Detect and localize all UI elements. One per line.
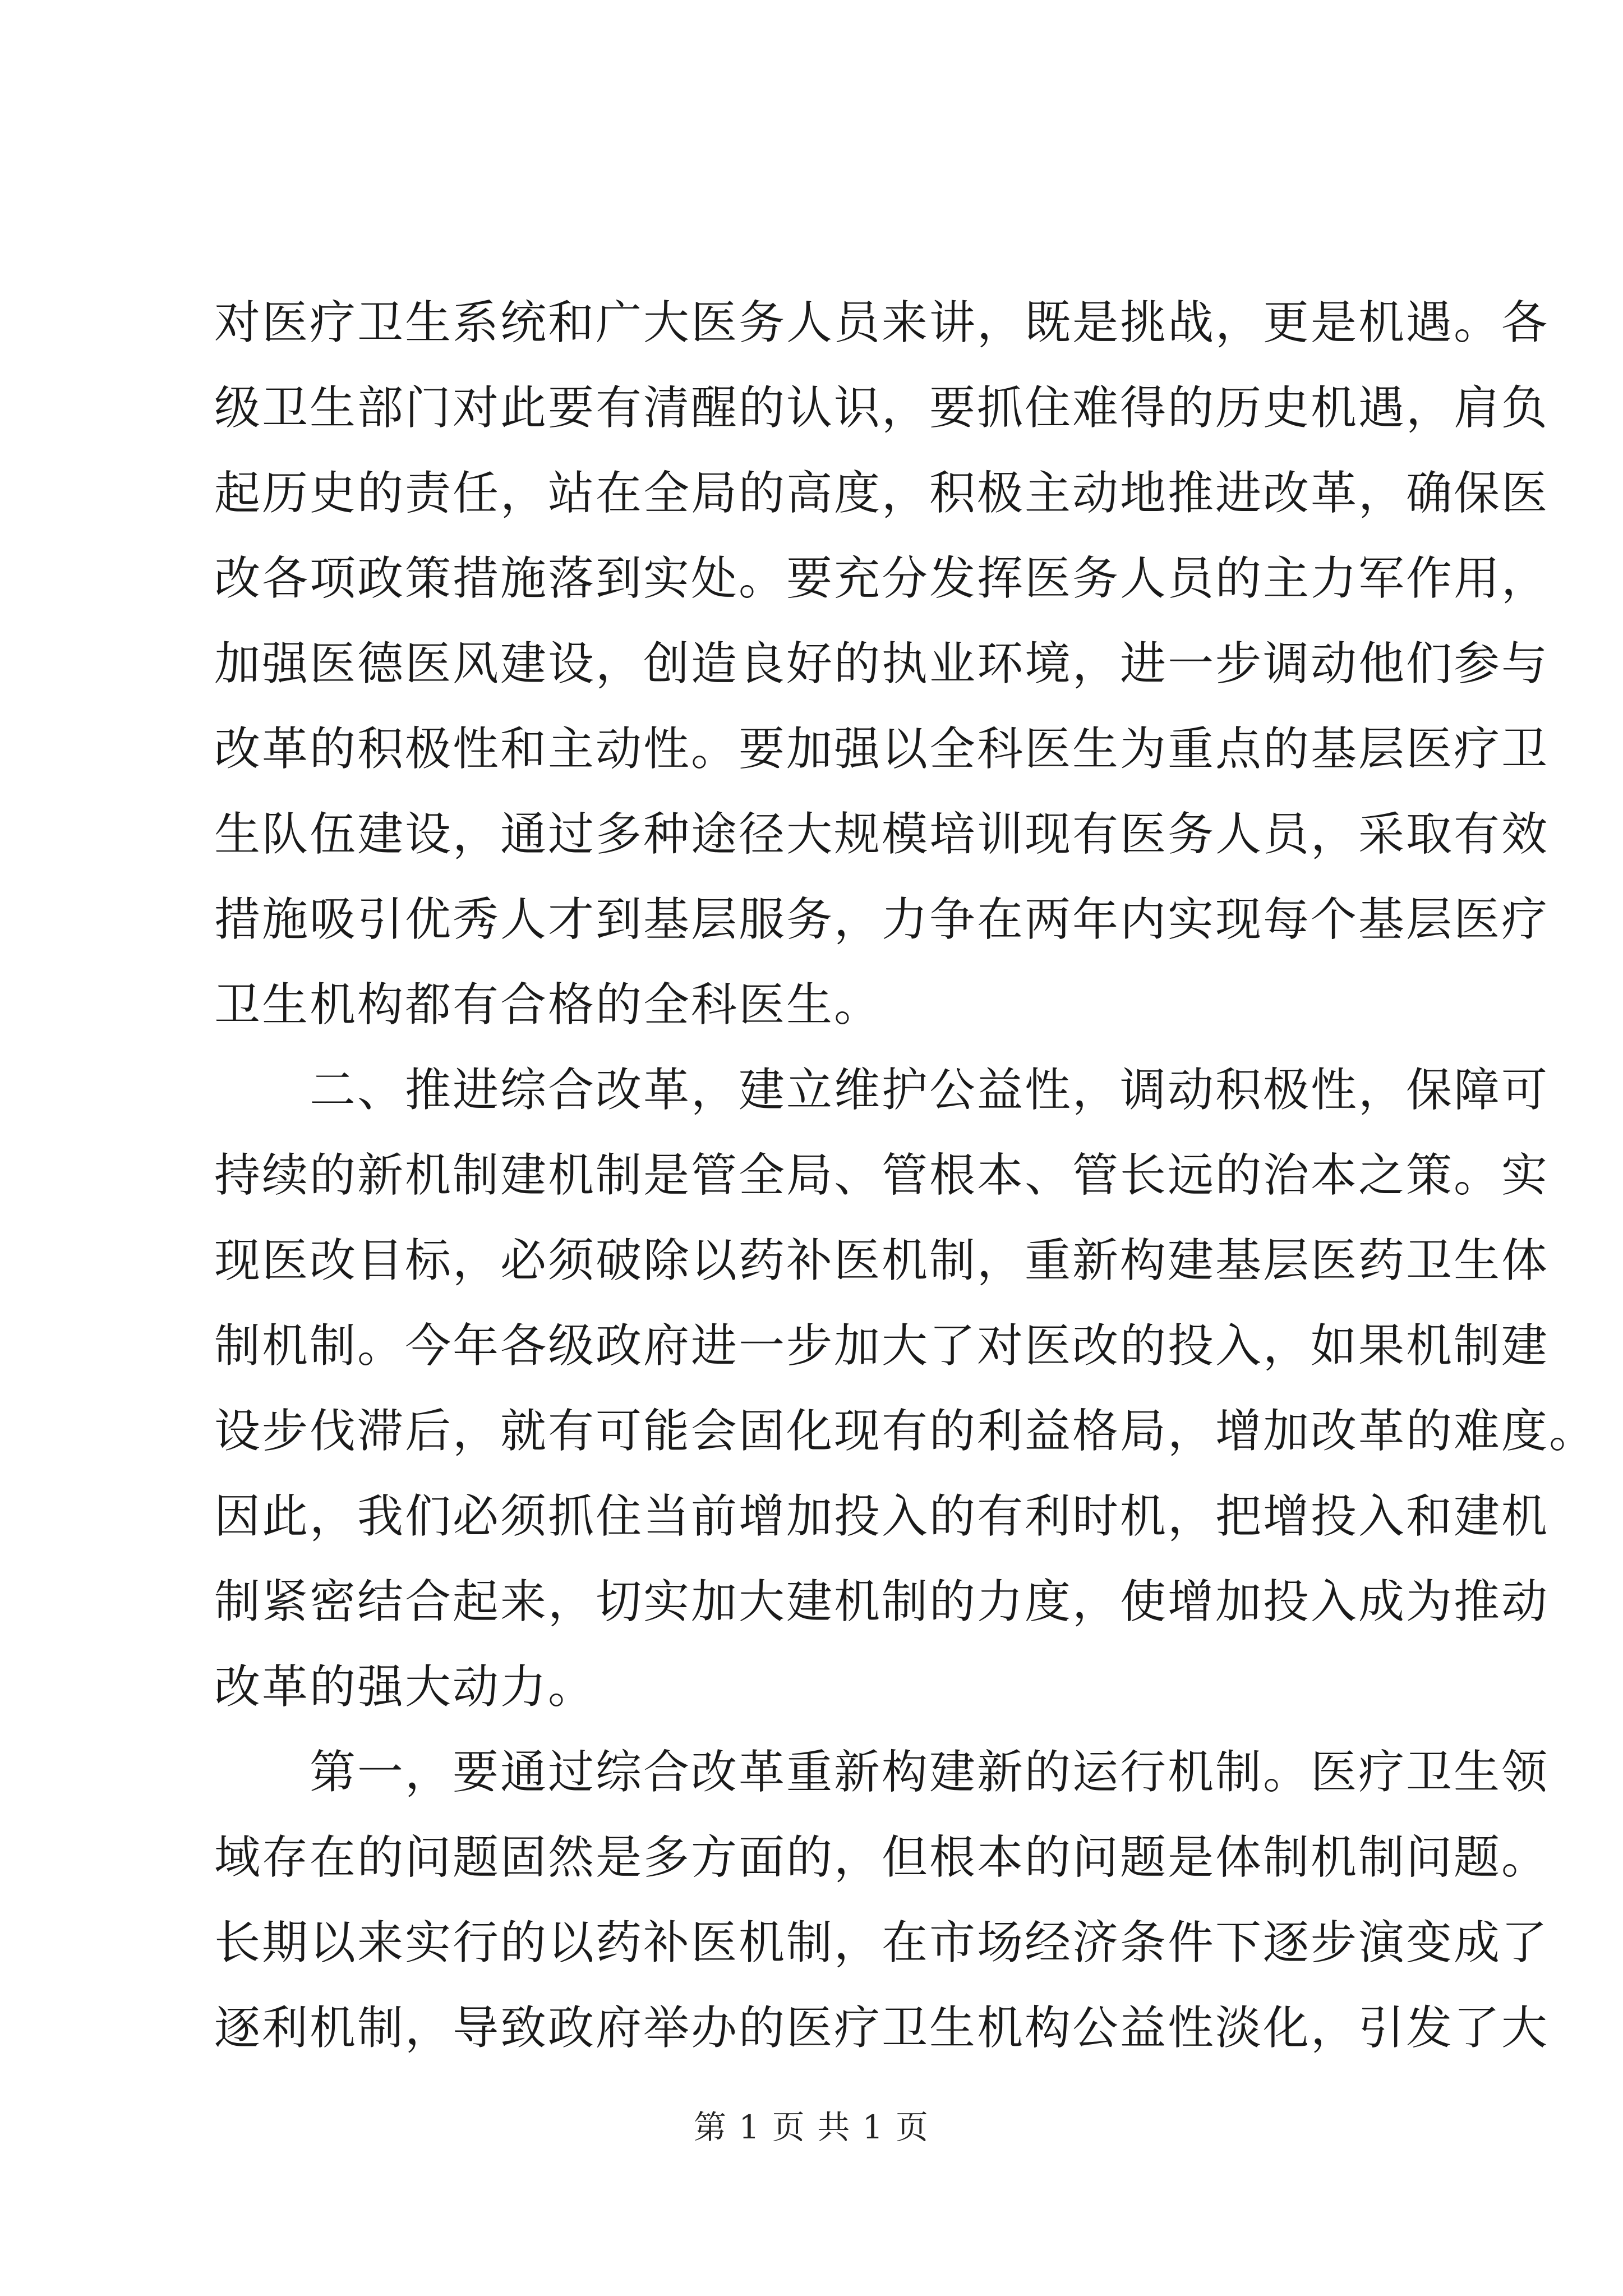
text-line: 起历史的责任，站在全局的高度，积极主动地推进改革，确保医 (214, 467, 1550, 520)
text-line: 因此，我们必须抓住当前增加投入的有利时机，把增投入和建机 (214, 1490, 1550, 1543)
document-body (214, 280, 1597, 2071)
text-line: 改革的强大动力。 (214, 1660, 596, 1714)
text-line: 加强医德医风建设，创造良好的执业环境，进一步调动他们参与 (214, 637, 1550, 691)
text-line: 持续的新机制建机制是管全局、管根本、管长远的治本之策。实 (214, 1149, 1550, 1202)
text-line: 生队伍建设，通过多种途径大规模培训现有医务人员，采取有效 (214, 808, 1550, 861)
text-line: 改各项政策措施落到实处。要充分发挥医务人员的主力军作用， (214, 552, 1550, 605)
page-footer: 第 1 页 共 1 页 (694, 2108, 929, 2146)
text-line: 域存在的问题固然是多方面的，但根本的问题是体制机制问题。 (214, 1831, 1550, 1884)
text-line: 现医改目标，必须破除以药补医机制，重新构建基层医药卫生体 (214, 1234, 1550, 1287)
text-line: 制机制。今年各级政府进一步加大了对医改的投入，如果机制建 (214, 1319, 1550, 1373)
text-line: 制紧密结合起来，切实加大建机制的力度，使增加投入成为推动 (214, 1575, 1550, 1628)
text-line: 改革的积极性和主动性。要加强以全科医生为重点的基层医疗卫 (214, 723, 1550, 776)
text-line: 设步伐滞后，就有可能会固化现有的利益格局，增加改革的难度。 (214, 1405, 1597, 1458)
paragraph-start-line: 二、推进综合改革，建立维护公益性，调动积极性，保障可 (310, 1064, 1550, 1117)
text-line: 逐利机制，导致政府举办的医疗卫生机构公益性淡化，引发了大 (214, 2001, 1550, 2055)
paragraph-start-line: 第一，要通过综合改革重新构建新的运行机制。医疗卫生领 (310, 1746, 1550, 1799)
text-line: 对医疗卫生系统和广大医务人员来讲，既是挑战，更是机遇。各 (214, 296, 1550, 349)
text-line: 措施吸引优秀人才到基层服务，力争在两年内实现每个基层医疗 (214, 893, 1550, 946)
text-line: 级卫生部门对此要有清醒的认识，要抓住难得的历史机遇，肩负 (214, 381, 1550, 435)
text-line: 卫生机构都有合格的全科医生。 (214, 978, 882, 1032)
text-line: 长期以来实行的以药补医机制，在市场经济条件下逐步演变成了 (214, 1916, 1550, 1970)
